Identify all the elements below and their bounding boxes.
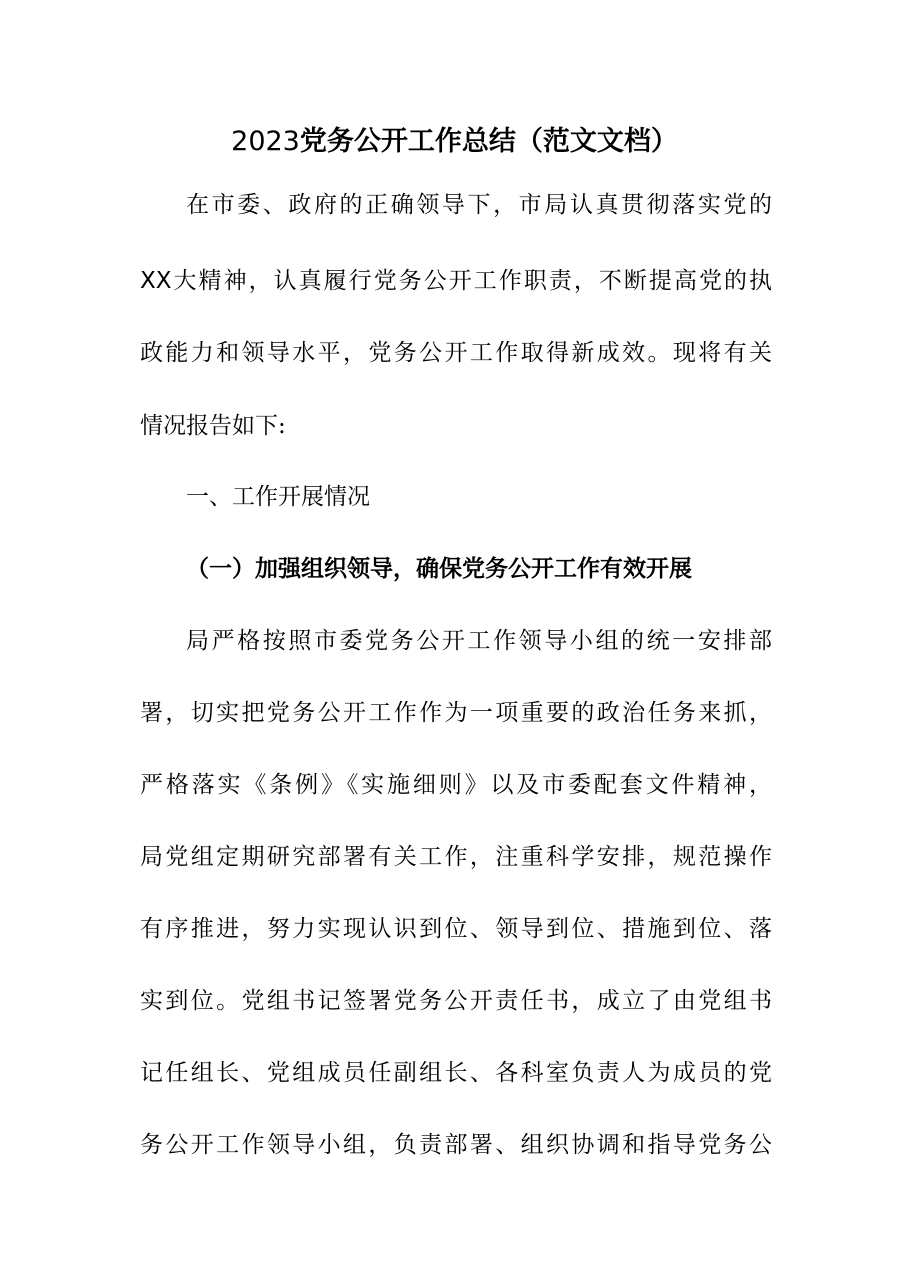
subsection-heading: （一）加强组织领导，确保党务公开工作有效开展	[186, 555, 692, 582]
intro-line-2-rest: 大精神，认真履行党务公开工作职责，不断提高党的执	[171, 268, 772, 294]
body-line-1: 局严格按照市委党务公开工作领导小组的统一安排部	[186, 628, 772, 654]
intro-line-3: 政能力和领导水平，党务公开工作取得新成效。现将有关	[140, 340, 772, 366]
body-line-2: 署，切实把党务公开工作作为一项重要的政治任务来抓，	[140, 700, 772, 726]
body-line-8: 务公开工作领导小组，负责部署、组织协调和指导党务公	[140, 1132, 772, 1158]
body-line-7: 记任组长、党组成员任副组长、各科室负责人为成员的党	[140, 1060, 772, 1086]
body-line-3: 严格落实《条例》《实施细则》以及市委配套文件精神，	[140, 772, 772, 798]
document-title	[0, 124, 909, 160]
body-line-4: 局党组定期研究部署有关工作，注重科学安排，规范操作	[140, 844, 772, 870]
title-text: 党务公开工作总结（范文文档）	[299, 126, 678, 157]
body-line-5: 有序推进，努力实现认识到位、领导到位、措施到位、落	[140, 916, 772, 942]
intro-line-2	[140, 264, 772, 298]
body-line-6: 实到位。党组书记签署党务公开责任书，成立了由党组书	[140, 988, 772, 1014]
intro-line-4: 情况报告如下:	[140, 413, 286, 439]
title-year: 2023	[231, 126, 300, 157]
intro-line-2-latin: XX	[140, 268, 172, 294]
intro-line-1: 在市委、政府的正确领导下，市局认真贯彻落实党的	[186, 192, 772, 218]
section-heading: 一、工作开展情况	[186, 484, 370, 510]
